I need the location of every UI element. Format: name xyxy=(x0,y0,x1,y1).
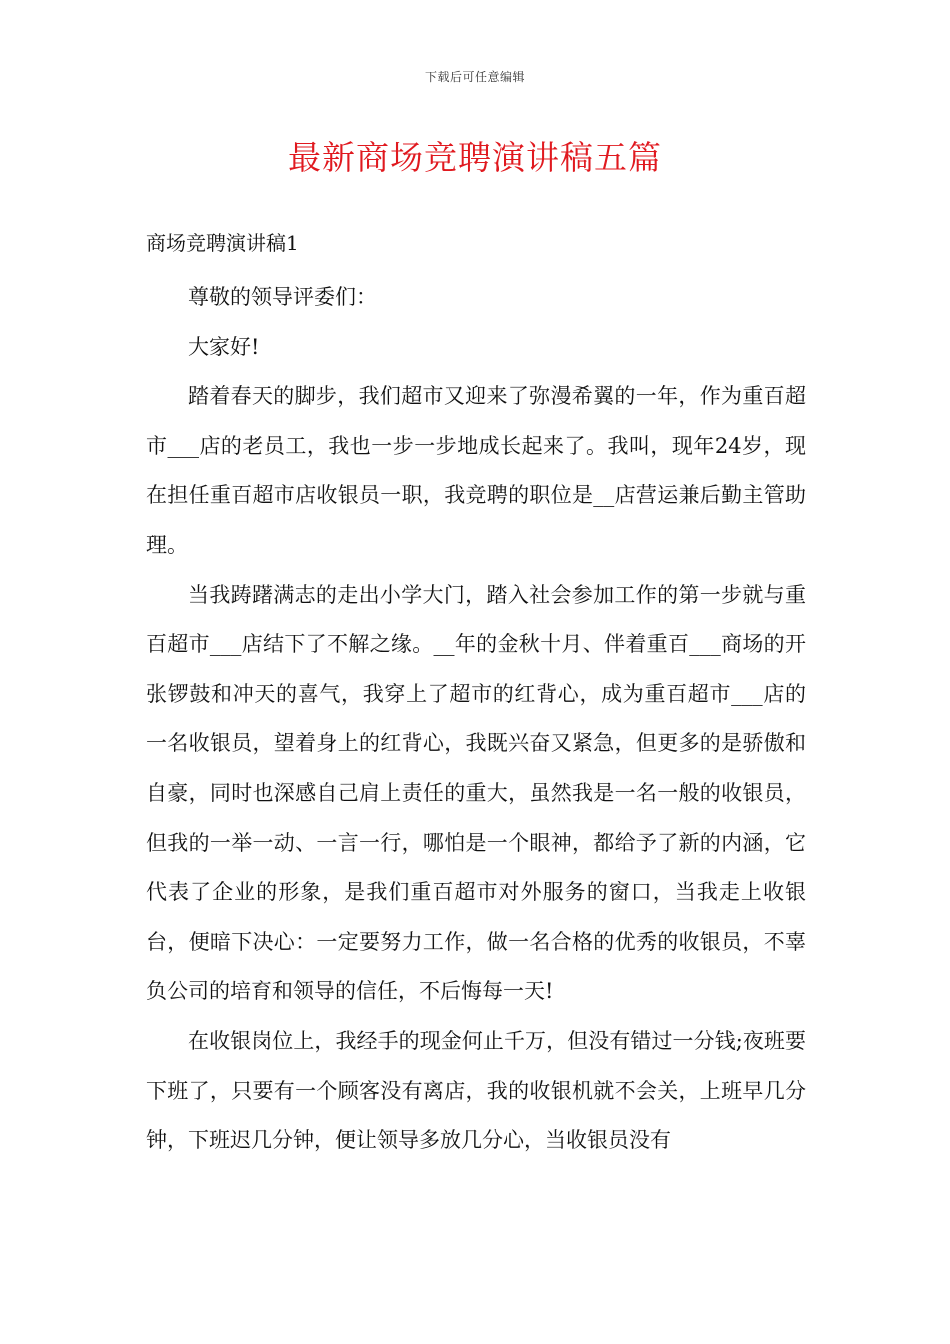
paragraph-salutation: 尊敬的领导评委们： xyxy=(188,285,377,309)
document-title: 最新商场竞聘演讲稿五篇 xyxy=(288,138,662,177)
document-body xyxy=(146,273,806,1166)
section-heading: 商场竞聘演讲稿1 xyxy=(146,231,299,255)
paragraph-work: 在收银岗位上，我经手的现金何止千万，但没有错过一分钱;夜班要下班了，只要有一个顾客没有离店，我的收银机就不会关，上班早几分钟，下班迟几分钟，便让领导多放几分心，当收银员没有 xyxy=(146,1028,806,1153)
paragraph-greeting: 大家好! xyxy=(188,334,260,359)
header-note: 下载后可任意编辑 xyxy=(424,70,525,84)
paragraph-introduction: 踏着春天的脚步，我们超市又迎来了弥漫希翼的一年，作为重百超市___店的老员工，我也一步一步地成长起来了。我叫，现年24岁，现在担任重百超市店收银员一职，我竞聘的职位是__店营运兼后勤主管助理。 xyxy=(146,384,806,557)
paragraph-history: 当我踌躇满志的走出小学大门，踏入社会参加工作的第一步就与重百超市___店结下了不解之缘。__年的金秋十月、伴着重百___商场的开张锣鼓和冲天的喜气，我穿上了超市的红背心，成为重百超市___店的一名收银员，望着身上的红背心，我既兴奋又紧急，但更多的是骄傲和自豪，同时也深感自己肩上责任的重大，虽然我是一名一般的收银员，但我的一举一动、一言一行，哪怕是一个眼神，都给予了新的内涵，它代表了企业的形象，是我们重百超市对外服务的窗口，当我走上收银台，便暗下决心：一定要努力工作，做一名合格的优秀的收银员，不辜负公司的培育和领导的信任，不后悔每一天! xyxy=(146,582,806,1004)
